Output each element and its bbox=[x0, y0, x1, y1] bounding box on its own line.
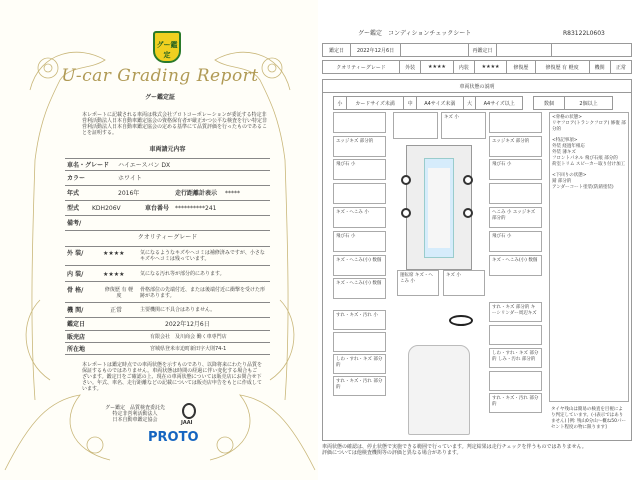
quality-header: クオリティーグレード bbox=[137, 234, 198, 241]
note-line: 外装 薄キズ bbox=[552, 150, 576, 155]
car-year: 2016年 bbox=[118, 190, 140, 197]
label: カラー bbox=[67, 175, 86, 182]
footer-notes bbox=[322, 444, 632, 456]
label: 内装 bbox=[453, 61, 474, 74]
intro-text: 本レポートに記載される車両は株式会社プロトコーポレーションが委託する特定非営利活動法人日本自動車鑑定協会の資格保有者が厳正かつ公平な検査を行い特定非営利活動法人日本自動車鑑定協会の定める基準にて品質評価を行ったものであることを証明する。 bbox=[82, 112, 268, 136]
tire-icon bbox=[463, 175, 473, 185]
disclaimer-text: 本レポートは鑑定時点での車両状態を示すものであり、以降将来にわたり品質を保証するものではありません。車両状態は時間の経過に伴い変化する場合もございます。鑑定日をご確認の上、現在の車両状態については販売店にお問合せ下さい。年式、車名、走行距離などの記載については販売店申告をもとに作成しています。 bbox=[82, 362, 263, 392]
address-row bbox=[65, 344, 270, 355]
count-legend bbox=[533, 96, 613, 110]
damage-box-right: エッジキズ 部分的 bbox=[489, 136, 542, 157]
label: 型式 bbox=[67, 205, 80, 212]
label: 年式 bbox=[67, 190, 80, 197]
interior-box-right: すれ・キズ・汚れ 部分的 bbox=[489, 393, 542, 413]
note-line: アンダーコート塗装(防錆塗装) bbox=[552, 185, 614, 190]
remarks-row bbox=[65, 217, 270, 231]
damage-box-right: へこみ 小 エッジキズ 部分的 bbox=[489, 207, 542, 228]
label: 機 関/ bbox=[67, 307, 84, 314]
tire-note: タイヤ残山は簡易の検査を目視により判定しています。(-)表示ではありません) [例: 残山0分山〜概ね50パーセント程度の物に限ります] bbox=[549, 405, 629, 440]
damage-box-left: エッジキズ 部分的 bbox=[333, 136, 386, 157]
legend-cell: A4サイズ未満 bbox=[417, 97, 464, 110]
name-row bbox=[65, 158, 270, 171]
quality-table bbox=[322, 60, 632, 74]
damage-box-right bbox=[489, 183, 542, 204]
interior-box-left: しわ・すれ・キズ 部分的 bbox=[333, 354, 386, 374]
basic-info-header: 車両請元内容 bbox=[149, 146, 186, 153]
vehicle-exterior-diagram bbox=[406, 145, 472, 270]
logo-text: グー鑑定 bbox=[156, 41, 178, 59]
vehicle-condition-panel bbox=[322, 79, 632, 441]
grading-certificate bbox=[0, 0, 318, 480]
empty-cell bbox=[552, 44, 632, 57]
car-color: ホワイト bbox=[118, 175, 142, 182]
dealer-name: 有限会社 及川商会 働く車専門店 bbox=[150, 334, 227, 340]
legend-cell: 2個以上 bbox=[565, 97, 613, 110]
empty-cell bbox=[401, 44, 469, 57]
damage-box-right: 飛び石 小 bbox=[489, 159, 542, 180]
label: 販売店 bbox=[67, 334, 86, 341]
frame-value: 修復歴 有 軽度 bbox=[535, 61, 589, 74]
interior-box-left bbox=[333, 332, 386, 352]
label: 機関 bbox=[589, 61, 610, 74]
label: 鑑定日 bbox=[323, 44, 351, 57]
frame-desc: 骨格部位の先端付近、または後端付近に衝撃を受けた形跡があります。 bbox=[140, 287, 266, 299]
damage-box-left: 飛び石 小 bbox=[333, 231, 386, 252]
engine-value: 正常 bbox=[110, 307, 123, 314]
interior-box-left: すれ・キズ・汚れ 部分的 bbox=[333, 376, 386, 396]
notes-box bbox=[549, 112, 629, 402]
org-line: 日本自動車鑑定協会 bbox=[112, 417, 158, 423]
dealer-address: 宮城県登米市迫町新田字大則74-1 bbox=[150, 346, 227, 352]
interior-stars: ★★★★ bbox=[103, 271, 125, 278]
organization-info bbox=[95, 405, 175, 423]
damage-box-left bbox=[333, 112, 386, 133]
damage-box-top: キズ 小 bbox=[441, 112, 486, 139]
legend-cell: 数個 bbox=[534, 97, 565, 110]
note-line: リヤフロア(トランクフロア) 修復 部分的 bbox=[552, 121, 626, 132]
org-line: グー鑑定 品質検査委託先 bbox=[104, 405, 165, 411]
section-title: 車両状態の説明 bbox=[323, 80, 631, 93]
damage-box-left: キズ・へこみ(小) 数個 bbox=[333, 255, 386, 276]
re-inspection-date bbox=[497, 44, 552, 57]
chassis-number: **********241 bbox=[175, 205, 217, 212]
label: 鑑定日 bbox=[67, 321, 86, 328]
damage-box-right: 飛び石 小 bbox=[489, 231, 542, 252]
interior-desc: 気になる汚れ等が部分的にあります。 bbox=[140, 271, 225, 277]
engine-desc: 主要機関に不具合はありません。 bbox=[140, 307, 216, 313]
label: 内 装/ bbox=[67, 271, 84, 278]
frame-value: 修復歴 有 軽度 bbox=[104, 287, 134, 299]
interior-box-right: しわ・すれ・キズ 部分的 しみ・汚れ 部分的 bbox=[489, 348, 542, 368]
sheet-title: グー鑑定 コンディションチェックシート bbox=[358, 30, 472, 37]
note-line: <骨格の状態> bbox=[552, 115, 583, 120]
jaai-logo bbox=[182, 403, 196, 419]
interior-box-right bbox=[489, 371, 542, 391]
note-line: <特記事項> bbox=[552, 138, 578, 143]
label: 外 装/ bbox=[67, 250, 84, 257]
legend-cell: 中 bbox=[404, 97, 417, 110]
model-code: KDH206V bbox=[92, 205, 121, 212]
label: 骨 格/ bbox=[67, 287, 84, 294]
report-id: R83122L0603 bbox=[563, 30, 605, 37]
damage-box-left: 飛び石 小 bbox=[333, 159, 386, 180]
tire-icon bbox=[463, 208, 473, 218]
certificate-subtitle: グー鑑定証 bbox=[144, 94, 175, 101]
legend-cell: 小 bbox=[334, 97, 347, 110]
interior-box-right bbox=[489, 325, 542, 345]
note-line: フロントパネル 飛び石痕 部分的 bbox=[552, 156, 618, 161]
interior-stars: ★★★★ bbox=[474, 61, 506, 74]
tire-icon bbox=[401, 208, 411, 218]
legend-cell: カードサイズ未満 bbox=[346, 97, 403, 110]
vehicle-interior-diagram bbox=[408, 345, 470, 435]
footer-line: 車両状態の確認は、停止状態で実施できる範囲で行っています。判定結果は走行チェックを伴うものではありません。 bbox=[322, 444, 587, 450]
engine-value: 正常 bbox=[610, 61, 631, 74]
exterior-row bbox=[65, 246, 270, 266]
interior-box-right: すれ・キズ 部分的 キーシリンダー周辺キズ bbox=[489, 302, 542, 322]
model-row bbox=[65, 202, 270, 216]
dealer-row bbox=[65, 332, 270, 343]
label: 備考/ bbox=[67, 220, 82, 227]
exterior-stars: ★★★★ bbox=[421, 61, 453, 74]
exterior-stars: ★★★★ bbox=[103, 250, 125, 257]
damage-box-right: キズ・へこみ(小) 数個 bbox=[489, 255, 542, 276]
label: 車名・グレード bbox=[67, 162, 110, 169]
inspection-date: 2022年12月6日 bbox=[165, 321, 210, 328]
legend-cell: 大 bbox=[463, 97, 476, 110]
note-line: 荷室トリム スピーカー取り付け加工 bbox=[552, 162, 626, 167]
label: 所在地 bbox=[67, 346, 86, 353]
damage-box-rear: キズ 小 bbox=[443, 270, 485, 296]
interior-box-left: すれ・キズ・汚れ 小 bbox=[333, 310, 386, 330]
damage-box-left: キズ・へこみ 小 bbox=[333, 207, 386, 228]
year-row bbox=[65, 187, 270, 201]
steering-wheel-icon bbox=[449, 315, 473, 326]
frame-row bbox=[65, 283, 270, 303]
label: 走行距離計表示 bbox=[175, 190, 218, 197]
damage-box-right bbox=[489, 112, 542, 133]
tire-icon bbox=[401, 175, 411, 185]
damage-box-top bbox=[393, 112, 438, 139]
footer-line: 評価については他検査機関等の評価と異なる場合があります。 bbox=[322, 450, 462, 456]
engine-row bbox=[65, 304, 270, 318]
label: 再鑑定日 bbox=[469, 44, 497, 57]
legend-cell: A4サイズ以上 bbox=[476, 97, 523, 110]
interior-row bbox=[65, 267, 270, 282]
date-row bbox=[65, 319, 270, 331]
damage-box-left: キズ・へこみ(小) 数個 bbox=[333, 278, 386, 299]
org-line: 特定非営利活動法人 bbox=[112, 411, 158, 417]
label: 外装 bbox=[400, 61, 421, 74]
condition-check-sheet bbox=[318, 0, 640, 480]
report-title: U-car Grading Report bbox=[61, 66, 259, 86]
damage-box-rear: 運転席 キズ・へこみ 小 bbox=[397, 270, 439, 296]
inspection-date: 2022年12月6日 bbox=[351, 44, 401, 57]
goo-kantei-logo bbox=[153, 31, 181, 63]
odometer: ***** bbox=[225, 190, 240, 197]
size-legend bbox=[333, 96, 523, 110]
label: クオリティーグレード bbox=[323, 61, 400, 74]
note-line: 外装 経過年相応 bbox=[552, 144, 585, 149]
color-row bbox=[65, 172, 270, 186]
proto-logo: PROTO bbox=[148, 430, 199, 445]
note-line: <下回りの状態> bbox=[552, 173, 587, 178]
exterior-desc: 気になるようなキズやヘコミは補修済みですが、小さなキズやヘコミは残っています。 bbox=[140, 250, 265, 262]
note-line: 錆 部分的 bbox=[552, 179, 572, 184]
car-name: ハイエースバン DX bbox=[118, 162, 171, 169]
date-table bbox=[322, 43, 632, 57]
label: 車台番号 bbox=[145, 205, 170, 212]
label: 修復歴 bbox=[507, 61, 535, 74]
damage-box-left bbox=[333, 183, 386, 204]
jaai-text: JAAI bbox=[181, 420, 193, 426]
